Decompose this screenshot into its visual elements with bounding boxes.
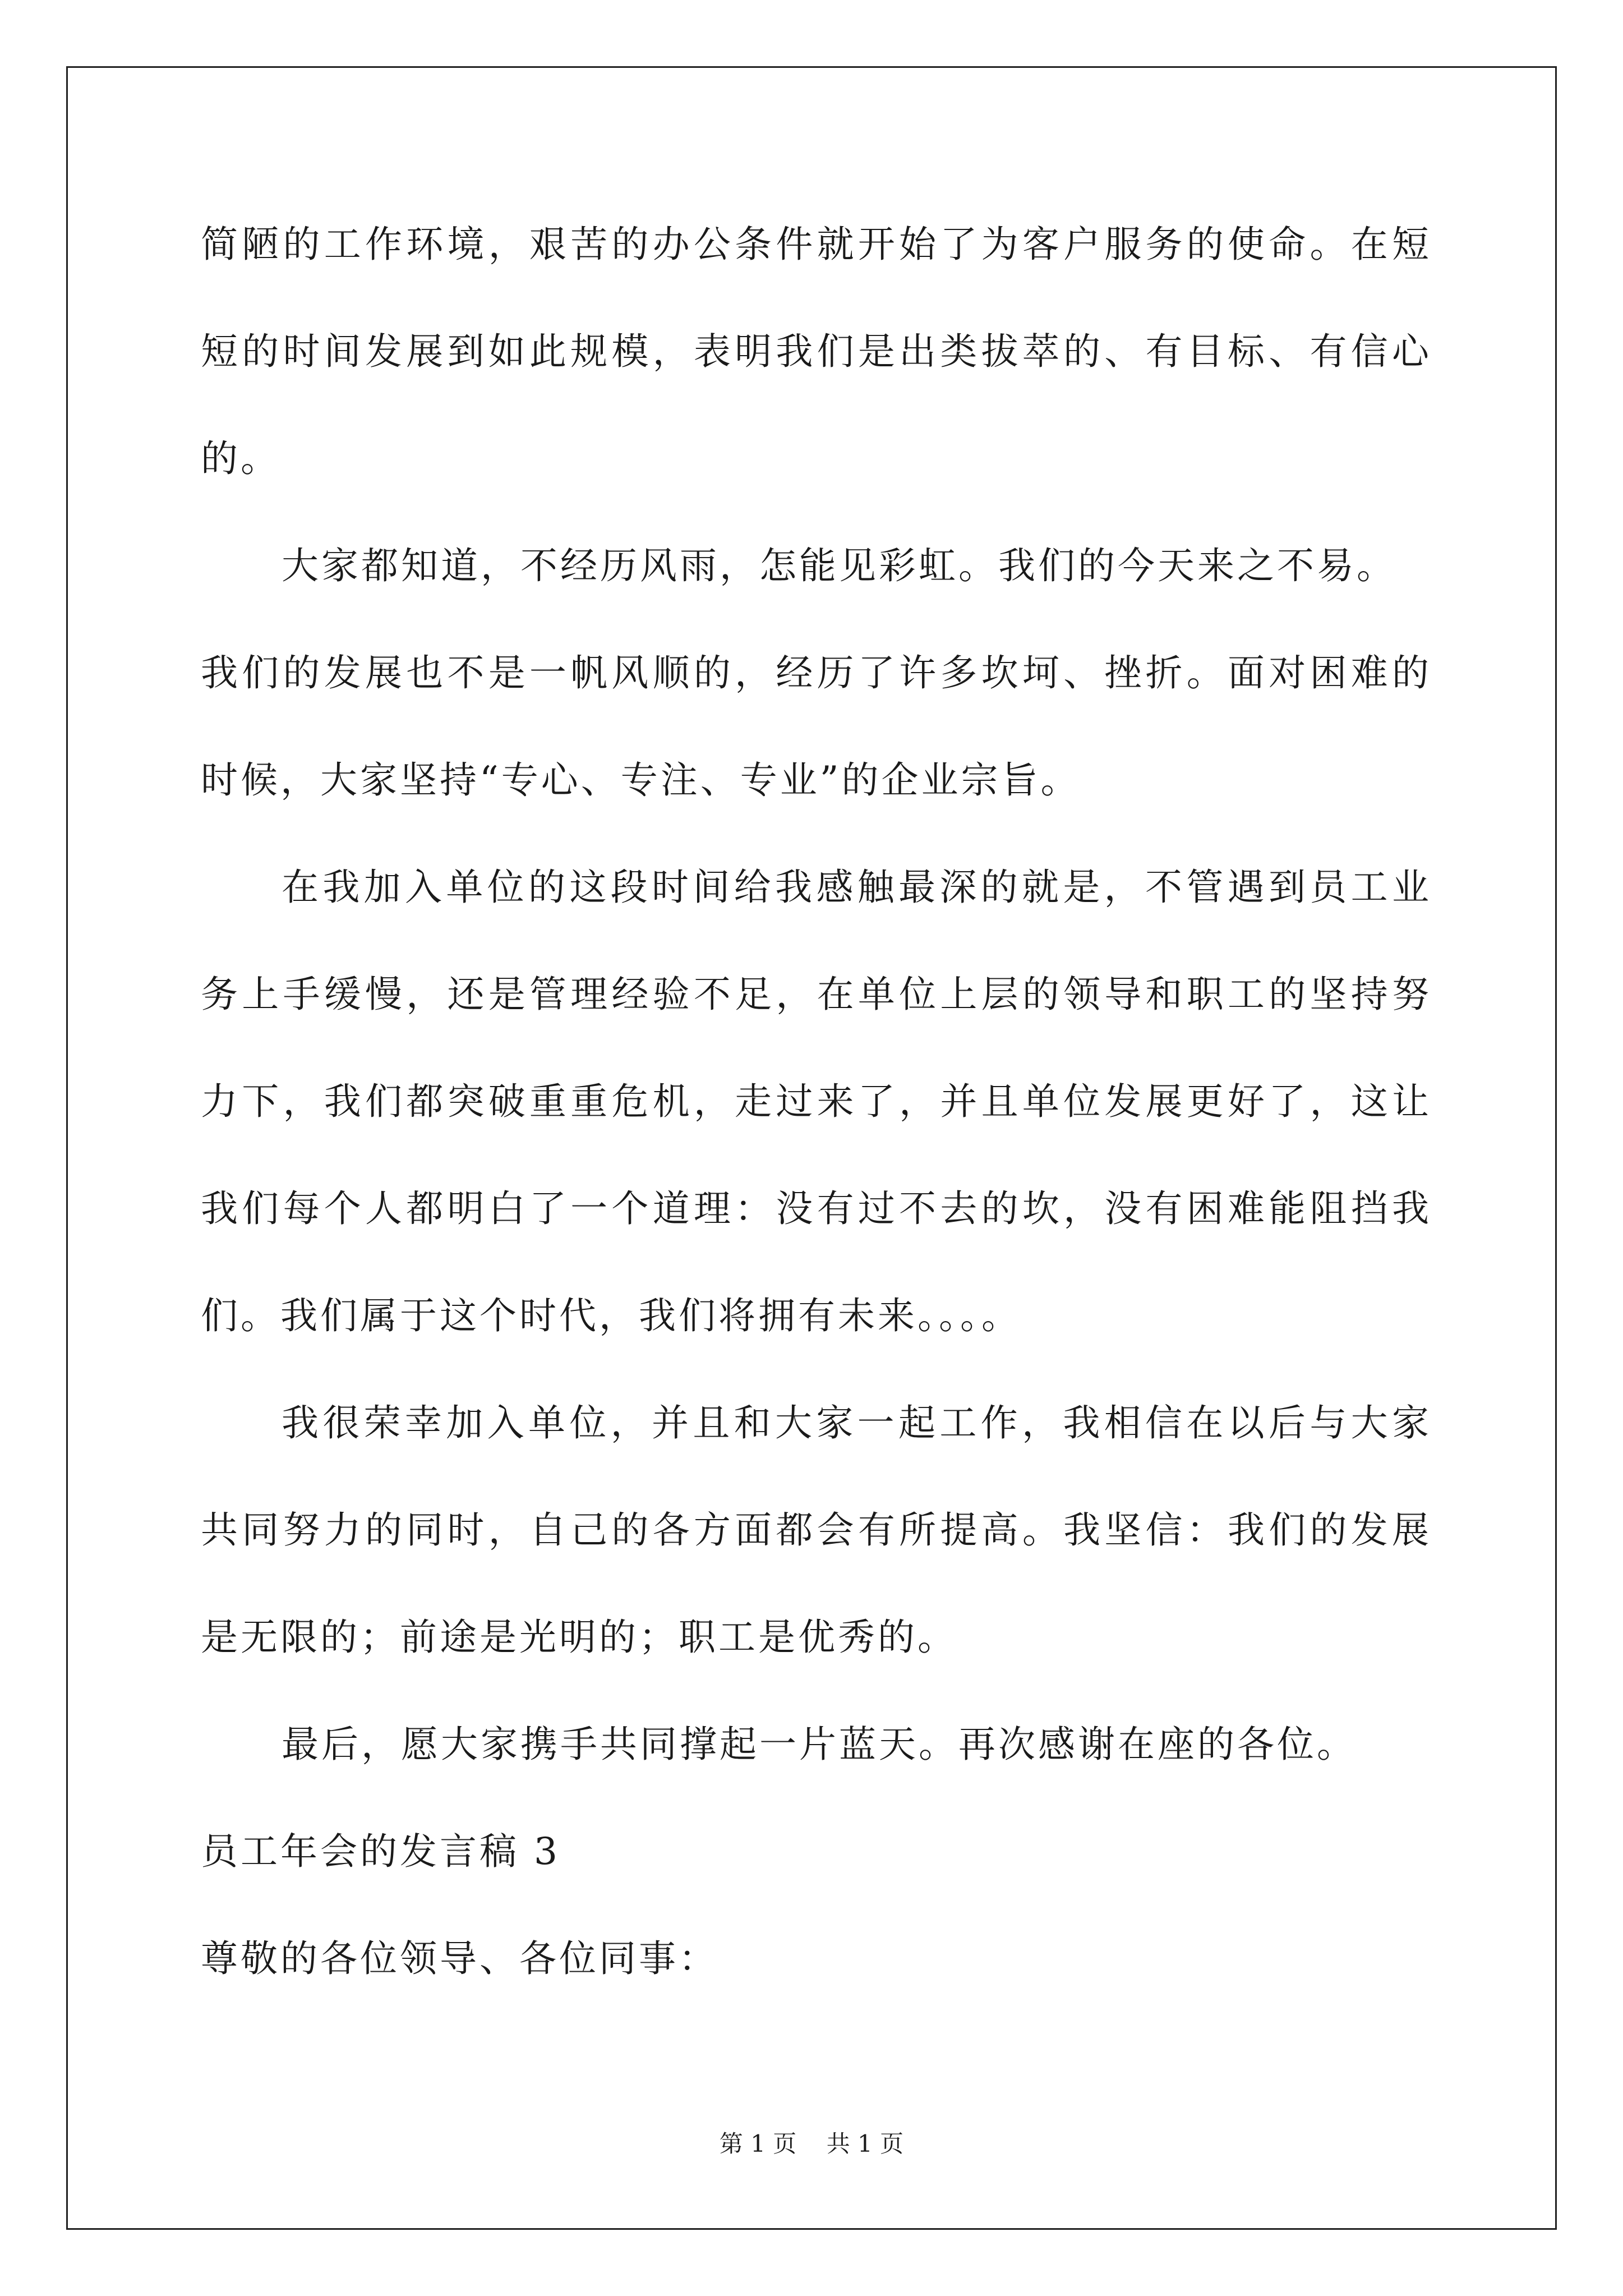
- text-line: 我很荣幸加入单位，并且和大家一起工作，我相信在以后与大家: [282, 1401, 1429, 1444]
- paragraph: [201, 1369, 1429, 1691]
- document-body: [201, 191, 1429, 2012]
- text-line: 我们每个人都明白了一个道理：没有过不去的坎，没有困难能阻挡我: [201, 1187, 1429, 1230]
- text-line: 最后，愿大家携手共同撑起一片蓝天。再次感谢在座的各位。: [282, 1723, 1357, 1766]
- paragraph: [201, 834, 1429, 1369]
- paragraph: [201, 1691, 1429, 1798]
- text-line: 我们的发展也不是一帆风顺的，经历了许多坎坷、挫折。面对困难的: [201, 651, 1429, 694]
- text-line: 大家都知道，不经历风雨，怎能见彩虹。我们的今天来之不易。: [282, 544, 1396, 587]
- text-line: 是无限的；前途是光明的；职工是优秀的。: [201, 1616, 957, 1659]
- section-title: 员工年会的发言稿 3: [201, 1830, 560, 1873]
- text-line: 短的时间发展到如此规模，表明我们是出类拔萃的、有目标、有信心: [201, 330, 1429, 373]
- text-line: 力下，我们都突破重重危机，走过来了，并且单位发展更好了，这让: [201, 1080, 1429, 1123]
- text-line: 们。我们属于这个时代，我们将拥有未来。。。。: [201, 1294, 1021, 1337]
- text-line: 的。: [201, 437, 280, 480]
- salutation: 尊敬的各位领导、各位同事：: [201, 1937, 718, 1980]
- text-line: 在我加入单位的这段时间给我感触最深的就是，不管遇到员工业: [282, 866, 1429, 909]
- text-line: 简陋的工作环境，艰苦的办公条件就开始了为客户服务的使命。在短: [201, 223, 1429, 266]
- text-line: 共同努力的同时，自己的各方面都会有所提高。我坚信：我们的发展: [201, 1508, 1429, 1552]
- page-number-footer: 第 1 页 共 1 页: [719, 2130, 904, 2157]
- text-line: 务上手缓慢，还是管理经验不足，在单位上层的领导和职工的坚持努: [201, 973, 1429, 1016]
- paragraph: [201, 191, 1429, 512]
- paragraph: [201, 512, 1429, 834]
- text-line: 时候，大家坚持“专心、专注、专业”的企业宗旨。: [201, 758, 1081, 802]
